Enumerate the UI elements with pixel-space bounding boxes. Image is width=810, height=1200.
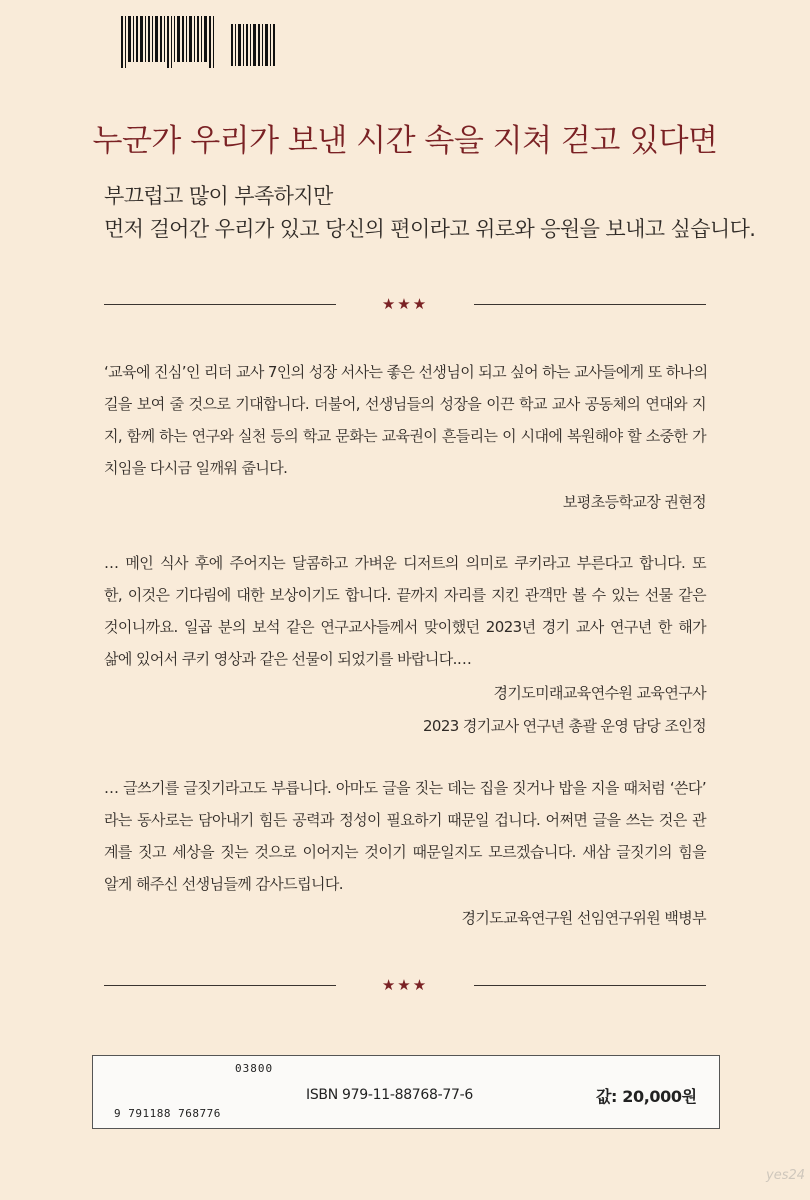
back-cover-headline: 누군가 우리가 보낸 시간 속을 지쳐 걷고 있다면 <box>92 123 718 159</box>
stars-icon: ★★★ <box>381 976 429 994</box>
barcode-addon-number: 03800 <box>235 1062 274 1075</box>
subtitle-line: 먼저 걸어간 우리가 있고 당신의 편이라고 위로와 응원을 보내고 싶습니다. <box>104 217 756 241</box>
endorsement-quote <box>104 772 706 935</box>
price-text: 값: 20,000원 <box>596 1087 697 1106</box>
subtitle-line: 부끄럽고 많이 부족하지만 <box>104 184 333 208</box>
quote-line: 알게 해주신 선생님들께 감사드립니다. <box>104 875 343 893</box>
quote-line: 치임을 다시금 일깨워 줍니다. <box>104 459 288 477</box>
quote-attribution: 경기도교육연구원 선임연구위원 백병부 <box>461 909 706 927</box>
stars-icon: ★★★ <box>381 295 429 313</box>
quote-line: 것이니까요. 일곱 분의 보석 같은 연구교사들께서 맞이했던 2023년 경기 교사 연구년 한 해가 <box>104 618 706 636</box>
star-divider <box>104 975 706 995</box>
quote-line: ‘교육에 진심’인 리더 교사 7인의 성장 서사는 좋은 선생님이 되고 싶어 하는 교사들에게 또 하나의 <box>104 363 708 381</box>
quote-attribution: 보평초등학교장 권현정 <box>562 493 706 511</box>
quote-line: 계를 짓고 세상을 짓는 것으로 이어지는 것이기 때문일지도 모르겠습니다. 새삼 글짓기의 힘을 <box>104 843 706 861</box>
endorsement-quote <box>104 356 706 519</box>
divider-line <box>474 304 706 305</box>
quote-line: 지, 함께 하는 연구와 실천 등의 학교 문화는 교육권이 흔들리는 이 시대에 복원해야 할 소중한 가 <box>104 427 706 445</box>
quote-line: … 메인 식사 후에 주어지는 달콤하고 가벼운 디저트의 의미로 쿠키라고 부른다고 합니다. 또 <box>104 554 706 572</box>
quote-attribution: 경기도미래교육연수원 교육연구사 <box>493 684 706 702</box>
endorsement-quote <box>104 547 706 743</box>
quote-line: 라는 동사로는 담아내기 힘든 공력과 정성이 필요하기 때문일 겁니다. 어쩌면 글을 쓰는 것은 관 <box>104 811 706 829</box>
quote-line: 길을 보여 줄 것으로 기대합니다. 더불어, 선생님들의 성장을 이끈 학교 교사 공동체의 연대와 지 <box>104 395 706 413</box>
quote-line: 삶에 있어서 쿠키 영상과 같은 선물이 되었기를 바랍니다.… <box>104 650 472 668</box>
quote-attribution: 2023 경기교사 연구년 총괄 운영 담당 조인정 <box>422 717 706 735</box>
quote-line: … 글쓰기를 글짓기라고도 부릅니다. 아마도 글을 짓는 데는 집을 짓거나 밥을 지을 때처럼 ‘쓴다’ <box>104 779 706 797</box>
watermark-logo: yes24 <box>766 1168 806 1183</box>
star-divider <box>104 294 706 314</box>
isbn-text: ISBN 979-11-88768-77-6 <box>306 1087 473 1103</box>
divider-line <box>474 985 706 986</box>
barcode-main-number: 9 791188 768776 <box>114 1107 221 1120</box>
subtitle-block <box>104 180 755 246</box>
barcode-icon <box>121 12 281 74</box>
quote-line: 한, 이것은 기다림에 대한 보상이기도 합니다. 끝까지 자리를 지킨 관객만 볼 수 있는 선물 같은 <box>104 586 706 604</box>
